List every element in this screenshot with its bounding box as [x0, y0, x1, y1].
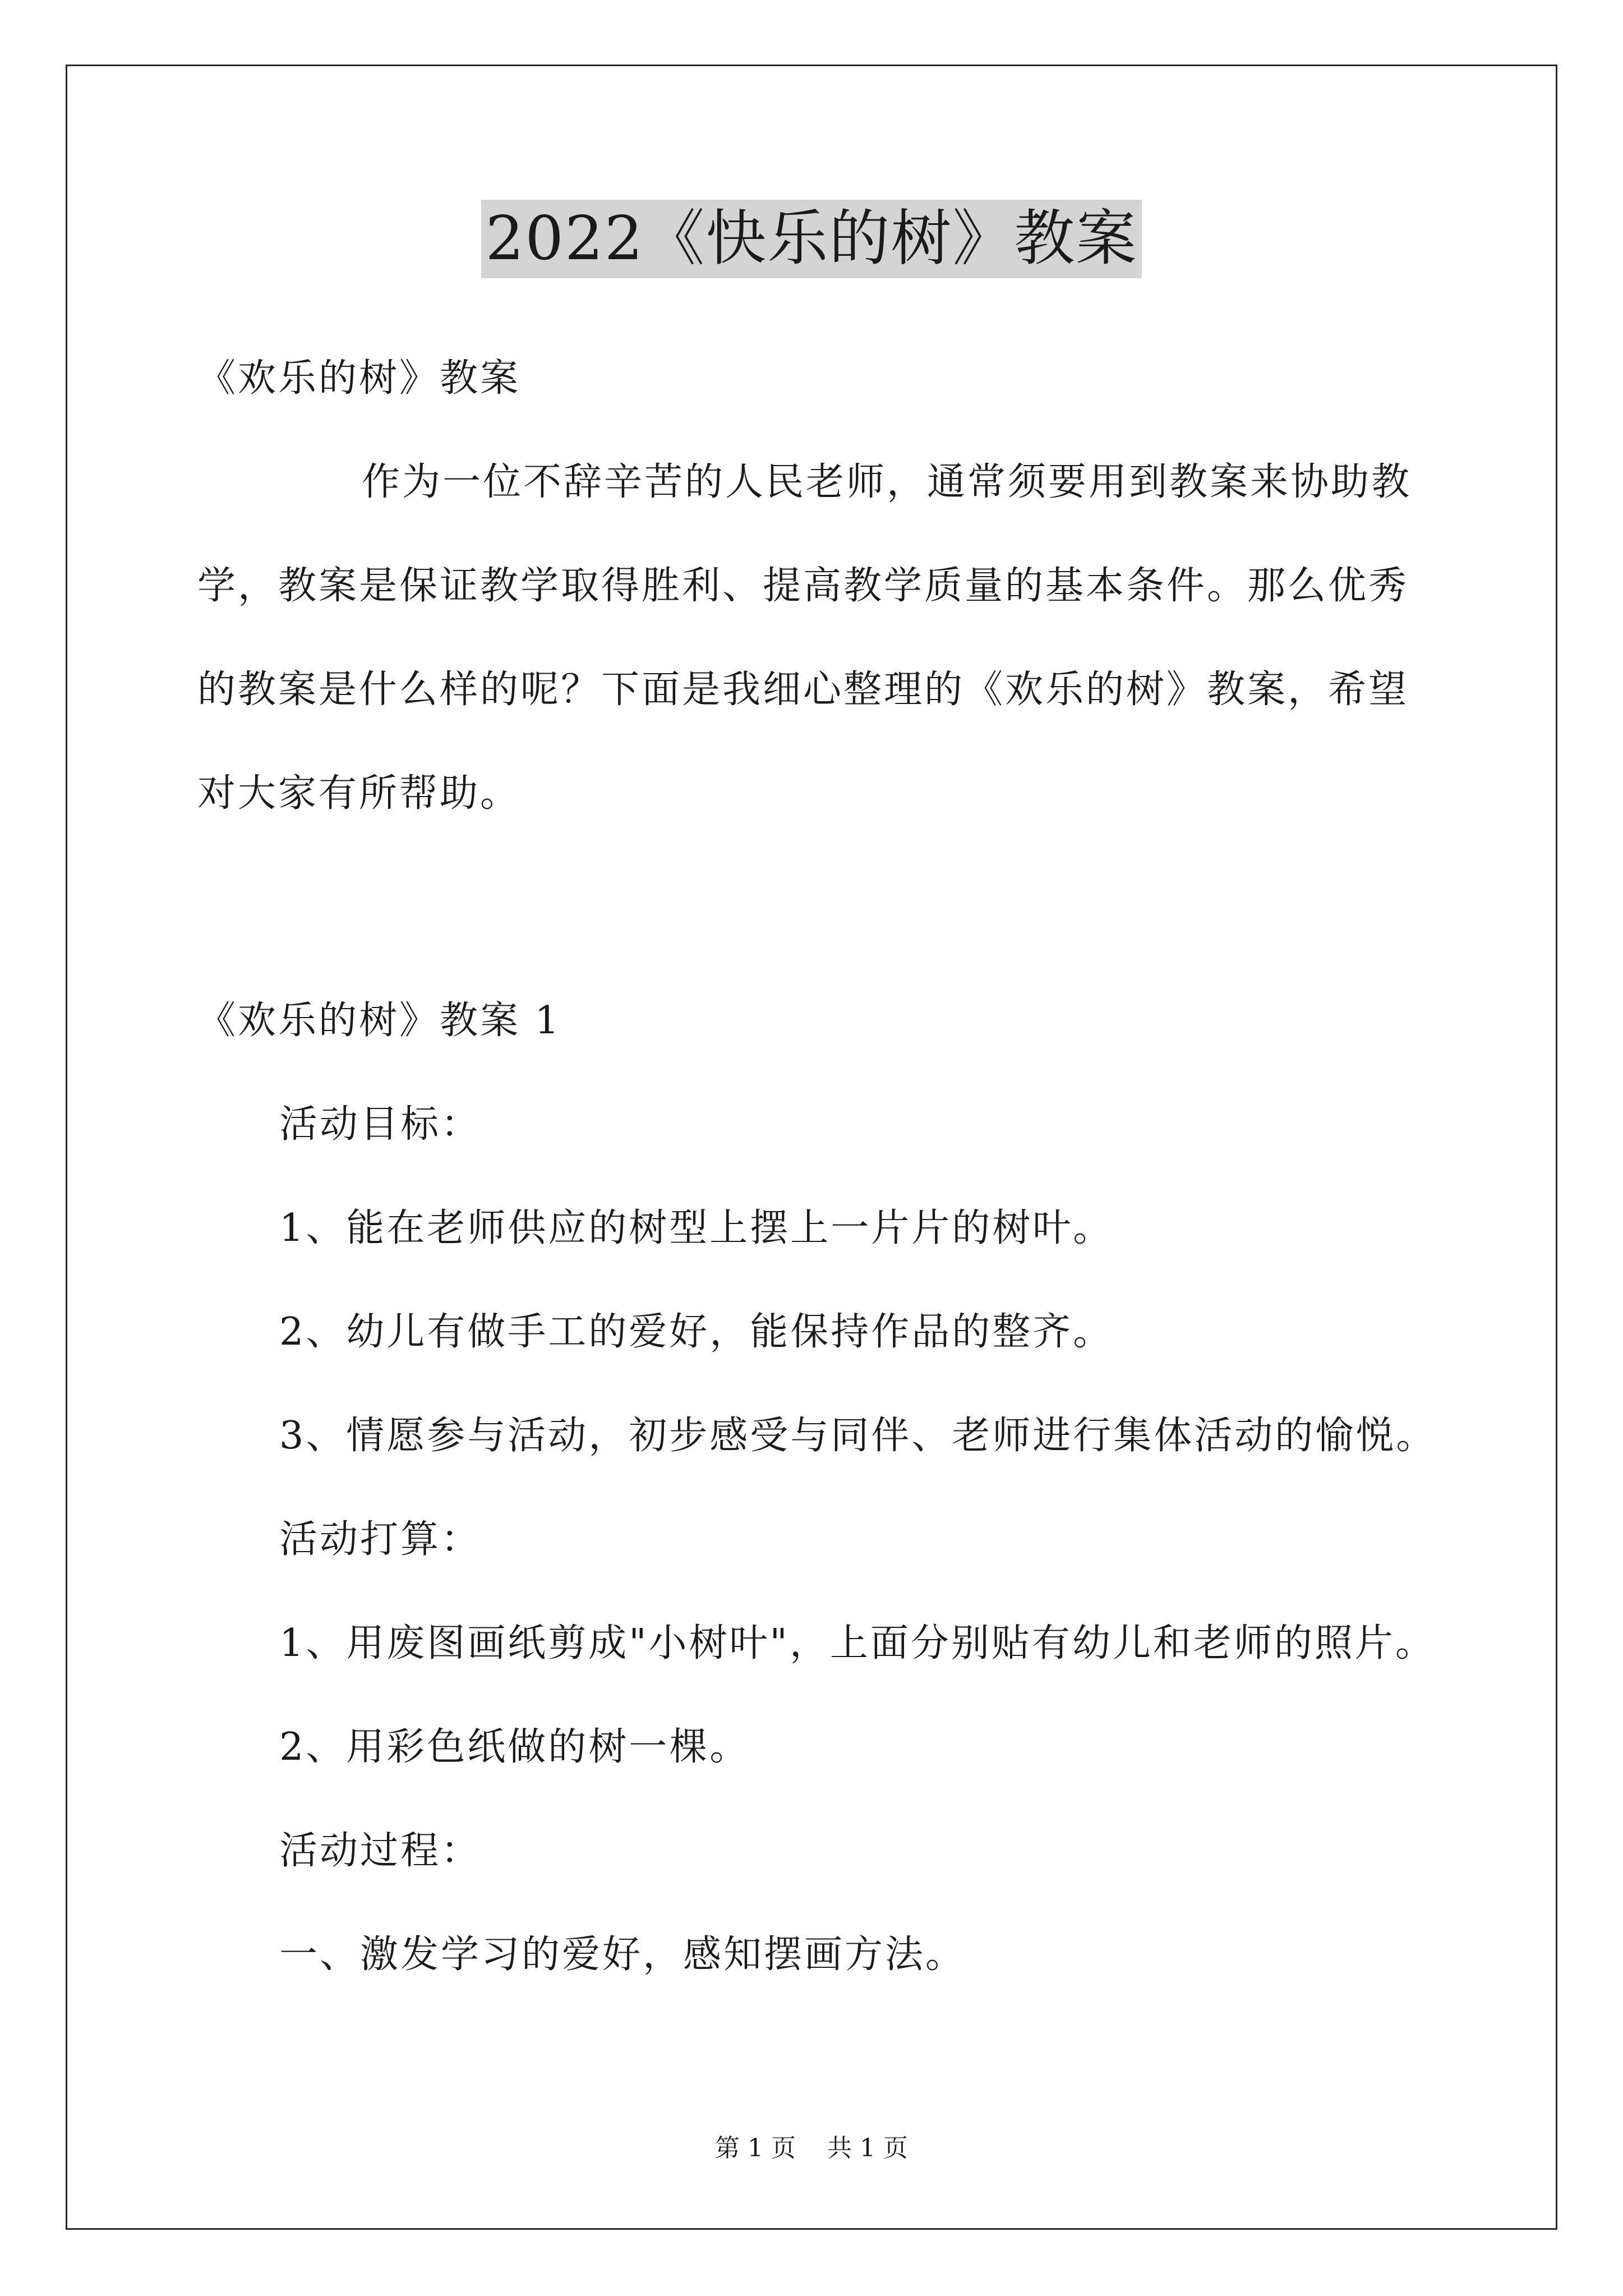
subtitle: 《欢乐的树》教案 [197, 356, 521, 401]
section-line: 1、用废图画纸剪成"小树叶"，上面分别贴有幼儿和老师的照片。 [279, 1621, 1436, 1665]
section-line: 2、用彩色纸做的树一棵。 [279, 1725, 750, 1769]
section-line: 1、能在老师供应的树型上摆上一片片的树叶。 [279, 1206, 1114, 1250]
section-line: 活动打算： [279, 1517, 482, 1562]
section-heading: 《欢乐的树》教案 1 [197, 999, 561, 1043]
document-title-block [0, 200, 1623, 278]
intro-line: 对大家有所帮助。 [197, 771, 521, 816]
intro-line: 的教案是什么样的呢？下面是我细心整理的《欢乐的树》教案，希望 [197, 668, 1409, 712]
section-line: 活动目标： [279, 1102, 482, 1147]
document-title: 2022《快乐的树》教案 [481, 200, 1142, 278]
section-line: 2、幼儿有做手工的爱好，能保持作品的整齐。 [279, 1310, 1114, 1354]
section-line: 活动过程： [279, 1829, 482, 1873]
section-line: 3、情愿参与活动，初步感受与同伴、老师进行集体活动的愉悦。 [279, 1414, 1437, 1458]
intro-line: 作为一位不辞辛苦的人民老师，通常须要用到教案来协助教 [362, 460, 1412, 504]
section-line: 一、激发学习的爱好，感知摆画方法。 [279, 1932, 966, 1977]
intro-line: 学，教案是保证教学取得胜利、提高教学质量的基本条件。那么优秀 [197, 564, 1409, 608]
page-footer: 第 1 页 共 1 页 [715, 2134, 908, 2162]
